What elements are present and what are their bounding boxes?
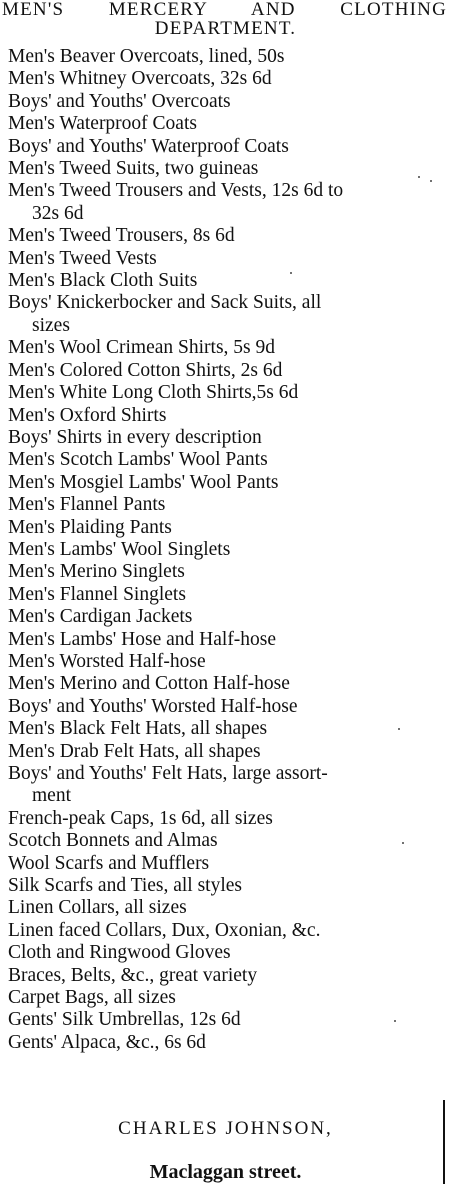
list-item-continuation: sizes	[32, 314, 70, 336]
list-item	[0, 942, 451, 964]
list-item-text: Linen faced Collars, Dux, Oxonian, &c.	[8, 919, 321, 941]
list-item-text: Boys' and Youths' Overcoats	[8, 90, 231, 112]
list-item-continuation: ment	[32, 785, 71, 807]
list-item	[0, 1032, 451, 1054]
list-item-text: Men's Whitney Overcoats, 32s 6d	[8, 68, 272, 90]
list-item	[0, 853, 451, 875]
list-item	[0, 718, 451, 740]
list-item-text: Gents' Alpaca, &c., 6s 6d	[8, 1031, 206, 1053]
list-item	[0, 270, 451, 292]
merchant-name: CHARLES JOHNSON,	[118, 1118, 333, 1139]
list-item	[0, 965, 451, 987]
print-speck	[430, 180, 432, 182]
list-item-text: Braces, Belts, &c., great variety	[8, 964, 258, 986]
list-item	[0, 696, 451, 718]
list-item-text: Cloth and Ringwood Gloves	[8, 942, 231, 964]
list-item	[0, 494, 451, 516]
list-item-text: Men's Worsted Half-hose	[8, 650, 206, 672]
list-item	[0, 427, 451, 449]
list-item	[0, 248, 451, 270]
list-item-text: Men's Mosgiel Lambs' Wool Pants	[8, 471, 279, 493]
list-item-text: Men's Tweed Suits, two guineas	[8, 158, 259, 180]
print-speck	[398, 728, 400, 730]
department-heading	[0, 0, 451, 38]
list-item-text: Wool Scarfs and Mufflers	[8, 852, 210, 874]
list-item-text: Boys' and Youths' Worsted Half-hose	[8, 695, 298, 717]
list-item	[0, 830, 451, 852]
list-item-text: Men's Beaver Overcoats, lined, 50s	[8, 46, 285, 67]
list-item-text: Carpet Bags, all sizes	[8, 987, 176, 1009]
print-speck	[402, 842, 404, 844]
list-item-text: Men's Tweed Trousers and Vests, 12s 6d to	[8, 180, 344, 202]
list-item	[0, 517, 451, 539]
list-item	[0, 1009, 451, 1031]
list-item	[0, 987, 451, 1009]
list-item-text: Men's Drab Felt Hats, all shapes	[8, 740, 261, 762]
list-item-text: Men's Waterproof Coats	[8, 113, 197, 135]
list-item	[0, 584, 451, 606]
list-item	[0, 741, 451, 763]
print-speck	[418, 176, 420, 178]
merchant-address: Maclaggan street.	[149, 1161, 302, 1183]
list-item-text: Men's Lambs' Wool Singlets	[8, 538, 231, 560]
list-item	[0, 225, 451, 247]
list-item	[0, 405, 451, 427]
list-item	[0, 763, 451, 808]
list-item	[0, 539, 451, 561]
list-item-text: Men's Merino Singlets	[8, 561, 185, 583]
list-item	[0, 449, 451, 471]
list-item-text: Silk Scarfs and Ties, all styles	[8, 875, 243, 897]
list-item-continuation: 32s 6d	[32, 202, 84, 224]
list-item	[0, 651, 451, 673]
list-item-text: French-peak Caps, 1s 6d, all sizes	[8, 807, 273, 829]
list-item	[0, 629, 451, 651]
list-item	[0, 673, 451, 695]
list-item	[0, 382, 451, 404]
list-item	[0, 91, 451, 113]
list-item	[0, 113, 451, 135]
list-item	[0, 337, 451, 359]
list-item-text: Men's Tweed Vests	[8, 247, 157, 269]
list-item-text: Men's Oxford Shirts	[8, 404, 167, 426]
list-item-text: Men's Scotch Lambs' Wool Pants	[8, 449, 268, 471]
list-item-text: Men's Black Felt Hats, all shapes	[8, 718, 268, 740]
list-item-text: Men's White Long Cloth Shirts,5s 6d	[8, 382, 299, 404]
list-item	[0, 292, 451, 337]
print-speck	[290, 272, 292, 274]
list-item	[0, 136, 451, 158]
list-item	[0, 360, 451, 382]
list-item-text: Men's Colored Cotton Shirts, 2s 6d	[8, 359, 283, 381]
list-item	[0, 561, 451, 583]
list-item-text: Gents' Silk Umbrellas, 12s 6d	[8, 1009, 241, 1031]
list-item	[0, 68, 451, 90]
heading-line-1: MEN'S MERCERY AND CLOTHING	[2, 0, 447, 20]
list-item	[0, 180, 451, 225]
print-speck	[394, 1020, 396, 1022]
list-item	[0, 875, 451, 897]
list-item-text: Boys' and Youths' Felt Hats, large assort-	[8, 763, 328, 784]
list-item	[0, 606, 451, 628]
list-item-text: Linen Collars, all sizes	[8, 897, 187, 919]
list-item-text: Boys' and Youths' Waterproof Coats	[8, 135, 289, 157]
list-item-text: Men's Flannel Singlets	[8, 583, 186, 605]
list-item	[0, 920, 451, 942]
list-item	[0, 158, 451, 180]
list-item	[0, 808, 451, 830]
list-item	[0, 897, 451, 919]
list-item-text: Boys' Knickerbocker and Sack Suits, all	[8, 292, 322, 314]
heading-line-2: DEPARTMENT.	[154, 18, 297, 39]
list-item-text: Scotch Bonnets and Almas	[8, 830, 218, 852]
list-item-text: Men's Merino and Cotton Half-hose	[8, 673, 290, 695]
list-item-text: Men's Plaiding Pants	[8, 516, 172, 538]
list-item-text: Men's Flannel Pants	[8, 494, 166, 516]
merchandise-list	[0, 46, 451, 1054]
list-item	[0, 472, 451, 494]
list-item-text: Men's Wool Crimean Shirts, 5s 9d	[8, 337, 276, 359]
list-item	[0, 46, 451, 68]
list-item-text: Men's Tweed Trousers, 8s 6d	[8, 225, 235, 247]
list-item-text: Men's Cardigan Jackets	[8, 606, 193, 628]
list-item-text: Boys' Shirts in every description	[8, 426, 262, 448]
list-item-text: Men's Black Cloth Suits	[8, 270, 198, 292]
list-item-text: Men's Lambs' Hose and Half-hose	[8, 628, 277, 650]
